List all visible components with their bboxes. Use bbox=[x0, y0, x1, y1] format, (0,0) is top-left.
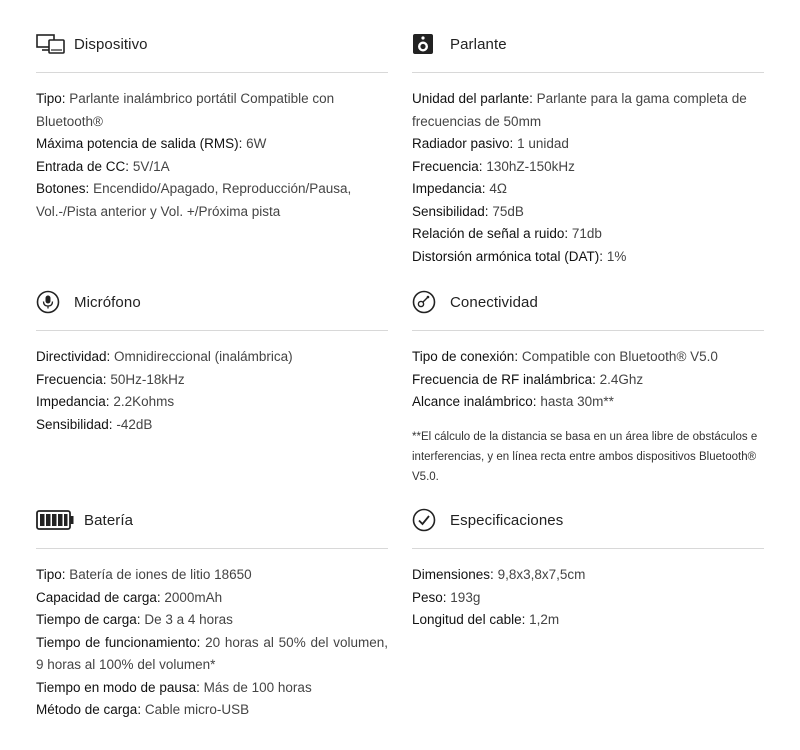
spec-label: Sensibilidad: bbox=[36, 416, 113, 432]
spec-label: Impedancia: bbox=[36, 394, 110, 409]
section-title: Especificaciones bbox=[450, 511, 564, 529]
spec-value: Encendido/Apagado, Reproducción/Pausa, Vol.-/Pista anterior y Vol. +/Próxima pista bbox=[36, 181, 352, 219]
spec-value: 9,8x3,8x7,5cm bbox=[497, 567, 586, 582]
spec-row bbox=[36, 88, 388, 133]
spec-value: -42dB bbox=[116, 416, 153, 432]
spec-label: Tipo de conexión: bbox=[412, 349, 519, 364]
spec-row bbox=[36, 414, 388, 437]
spec-row bbox=[36, 587, 388, 610]
speaker-icon bbox=[412, 32, 444, 56]
spec-label: Frecuencia de RF inalámbrica: bbox=[412, 371, 596, 387]
spec-label: Máxima potencia de salida (RMS): bbox=[36, 136, 243, 151]
spec-label: Radiador pasivo: bbox=[412, 136, 514, 151]
spec-row bbox=[412, 609, 764, 632]
spec-label: Botones: bbox=[36, 181, 90, 196]
section-microfono bbox=[36, 288, 388, 432]
spec-row bbox=[36, 699, 388, 722]
spec-label: Tiempo de carga: bbox=[36, 612, 141, 627]
spec-value: 50Hz-18kHz bbox=[110, 371, 185, 387]
section-title: Parlante bbox=[450, 35, 507, 53]
connectivity-icon bbox=[412, 290, 444, 314]
section-header bbox=[36, 288, 388, 316]
divider bbox=[412, 330, 764, 331]
spec-value: 75dB bbox=[492, 203, 524, 219]
spec-value: 6W bbox=[246, 136, 267, 151]
spec-row bbox=[36, 609, 388, 632]
section-header bbox=[412, 506, 764, 534]
spec-value: Batería de iones de litio 18650 bbox=[69, 567, 252, 582]
spec-row bbox=[412, 88, 764, 133]
spec-value: De 3 a 4 horas bbox=[144, 612, 233, 627]
spec-row bbox=[36, 156, 388, 179]
spec-value: 2.2Kohms bbox=[113, 394, 175, 409]
spec-row bbox=[412, 201, 764, 224]
spec-label: Tipo: bbox=[36, 91, 66, 106]
spec-label: Longitud del cable: bbox=[412, 612, 526, 627]
checkmark-circle-icon bbox=[412, 508, 444, 532]
spec-row bbox=[36, 178, 388, 223]
spec-row bbox=[412, 178, 764, 201]
spec-value: 71db bbox=[571, 226, 602, 241]
microphone-icon bbox=[36, 290, 68, 314]
spec-label: Tiempo de funcionamiento: bbox=[36, 634, 201, 650]
spec-value: Compatible con Bluetooth® V5.0 bbox=[521, 349, 718, 364]
spec-row bbox=[36, 391, 388, 414]
spec-value: Parlante inalámbrico portátil Compatible con Bluetooth® bbox=[36, 91, 335, 129]
spec-value: 1 unidad bbox=[517, 136, 569, 151]
spec-label: Directividad: bbox=[36, 349, 111, 364]
devices-icon bbox=[36, 32, 68, 56]
spec-value: 2.4Ghz bbox=[599, 371, 644, 387]
spec-label: Entrada de CC: bbox=[36, 158, 130, 174]
spec-label: Tiempo en modo de pausa: bbox=[36, 679, 200, 695]
section-header bbox=[36, 30, 388, 58]
spec-label: Capacidad de carga: bbox=[36, 589, 161, 605]
spec-label: Impedancia: bbox=[412, 181, 486, 196]
spec-label: Unidad del parlante: bbox=[412, 91, 533, 106]
spec-value: Cable micro-USB bbox=[144, 702, 250, 717]
spec-row bbox=[412, 564, 764, 587]
section-parlante bbox=[412, 30, 764, 264]
spec-row bbox=[412, 223, 764, 246]
divider bbox=[36, 72, 388, 73]
spec-row bbox=[36, 369, 388, 392]
section-bateria bbox=[36, 506, 388, 717]
section-dispositivo bbox=[36, 30, 388, 219]
section-title: Conectividad bbox=[450, 293, 538, 311]
spec-value: 2000mAh bbox=[164, 589, 223, 605]
spec-row bbox=[412, 346, 764, 369]
section-conectividad bbox=[412, 288, 764, 483]
spec-label: Dimensiones: bbox=[412, 567, 494, 582]
spec-row bbox=[36, 677, 388, 700]
spec-row bbox=[36, 564, 388, 587]
section-title: Micrófono bbox=[74, 293, 141, 311]
section-header bbox=[412, 30, 764, 58]
spec-value: 130hZ-150kHz bbox=[486, 158, 575, 174]
spec-value: 1% bbox=[606, 248, 627, 264]
spec-label: Sensibilidad: bbox=[412, 203, 489, 219]
section-header bbox=[412, 288, 764, 316]
spec-value: Omnidireccional (inalámbrica) bbox=[114, 349, 293, 364]
spec-row bbox=[36, 346, 388, 369]
spec-label: Relación de señal a ruido: bbox=[412, 226, 569, 241]
divider bbox=[36, 330, 388, 331]
spec-label: Distorsión armónica total (DAT): bbox=[412, 248, 604, 264]
section-title: Dispositivo bbox=[74, 35, 148, 53]
spec-label: Alcance inalámbrico: bbox=[412, 394, 537, 409]
spec-row bbox=[412, 587, 764, 610]
divider bbox=[412, 72, 764, 73]
spec-row bbox=[36, 133, 388, 156]
spec-value: hasta 30m** bbox=[540, 394, 614, 409]
spec-value: 20 horas al 50% del volumen, 9 horas al 100% del volumen* bbox=[36, 634, 388, 672]
section-header bbox=[36, 506, 388, 534]
spec-value: Parlante para la gama completa de frecuencias de 50mm bbox=[412, 91, 747, 129]
footnote: **El cálculo de la distancia se basa en un área libre de obstáculos e interferencias, y en línea recta entre ambos dispositivos Bluetooth® V5.0. bbox=[412, 430, 758, 483]
spec-label: Frecuencia: bbox=[412, 158, 483, 174]
spec-label: Método de carga: bbox=[36, 702, 142, 717]
spec-label: Peso: bbox=[412, 589, 447, 605]
spec-row bbox=[412, 391, 764, 414]
divider bbox=[412, 548, 764, 549]
spec-value: 5V/1A bbox=[132, 158, 170, 174]
battery-icon bbox=[36, 508, 78, 532]
section-title: Batería bbox=[84, 511, 134, 529]
spec-value: 4Ω bbox=[489, 181, 507, 196]
divider bbox=[36, 548, 388, 549]
section-especificaciones bbox=[412, 506, 764, 627]
spec-row bbox=[36, 632, 388, 677]
spec-row bbox=[412, 369, 764, 392]
spec-value: 1,2m bbox=[529, 612, 560, 627]
spec-label: Frecuencia: bbox=[36, 371, 107, 387]
spec-row bbox=[412, 133, 764, 156]
spec-row bbox=[412, 156, 764, 179]
spec-row bbox=[412, 246, 764, 269]
spec-value: Más de 100 horas bbox=[203, 679, 312, 695]
spec-value: 193g bbox=[450, 589, 481, 605]
spec-label: Tipo: bbox=[36, 567, 66, 582]
